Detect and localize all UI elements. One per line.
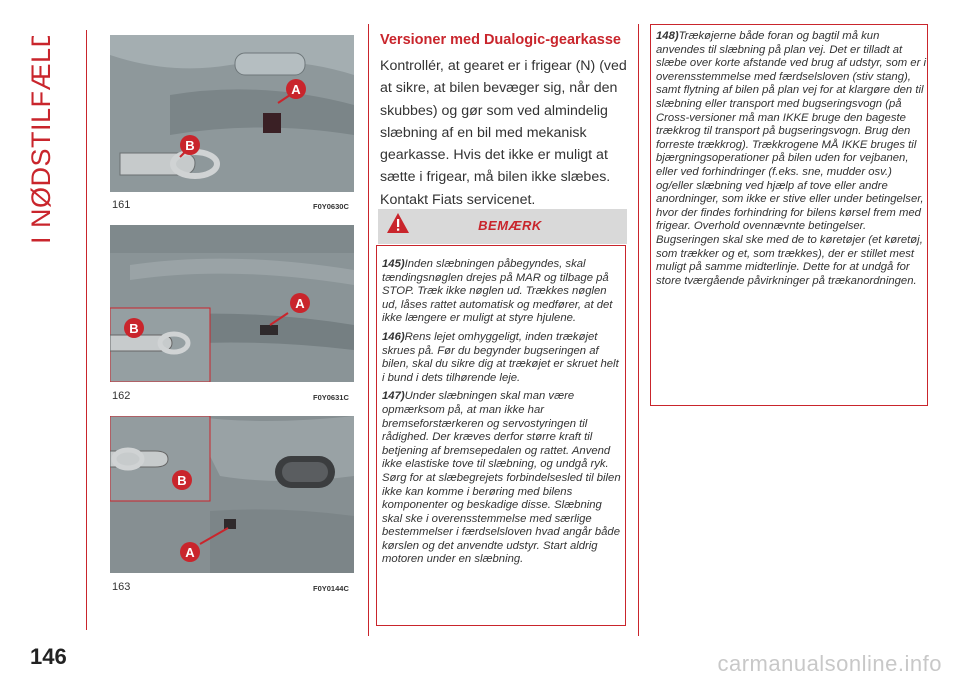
note-number: 147) [382, 390, 405, 403]
warning-triangle-icon [386, 212, 410, 239]
chapter-title-text: I NØDSTILFÆLDE [26, 36, 56, 244]
figure-number: 161 [112, 199, 131, 211]
watermark-text: carmanualsonline.info [717, 651, 942, 676]
sidebar-divider [86, 30, 87, 630]
right-note [656, 30, 926, 293]
figure-code: F0Y0630C [313, 202, 349, 211]
figure-162-image [110, 225, 354, 382]
note-text: Trækøjerne både foran og bagtil må kun anvendes til slæbning på plan vej. Det er tilladt at slæbe over korte afstande ved brug af udstyr, som er i overensstemmelse med færdselsloven (stiv stang), samt flytning af bilen på plan vej for at klargøre den til slæbning eller transport med bugseringsvogn (på Cross-versioner må man IKKE bruge den bageste trækkrog til transport på bugseringsvogn. Brug den forreste trækkrog). Trækkrogene MÅ IKKE bruges til bjærgningsoperationer på bilen uden for vejbanen, eller ved forhindringer (f.eks. sne, mudder osv.) og/eller slæbning ved hjælp af tove eller andre anordninger, som ikke er stive eller under betingelser, hvor der findes forhindring for bilens kørsel frem med frigear. Overhold ovennævnte betingelser. Bugseringen skal ske med de to køretøjer (et køretøj, som trækker og et, som trækkes), der er stillet mest muligt på samme midterlinje. Dette for at undgå for store tværgående påvirkninger på trækanordningen. [656, 30, 927, 287]
svg-text:B: B [185, 138, 195, 153]
warning-note [656, 30, 926, 288]
column-divider [368, 24, 369, 636]
section-body: Kontrollér, at gearet er i frigear (N) (ved at sikre, at bilen bevæger sig, når den skubbes) og gør som ved almindelig slæbning af en bil med mekanisk gearkasse. Hvis det ikke er muligt at sætte i frigear, må bilen ikke slæbes. Kontakt Fiats servicenet. [380, 58, 627, 208]
note-text: Inden slæbningen påbegyndes, skal tændingsnøglen drejes på MAR og tilbage på STOP. Træk ikke nøglen ud. Trækkes nøglen ud, låses rattet automatisk og medfører, at det ikke længere er muligt at styre hjulene. [382, 258, 613, 325]
figure-code: F0Y0631C [313, 393, 349, 402]
note-text: Under slæbningen skal man være opmærksom på, at man ikke har bremseforstærkeren og servostyringen til rådighed. Der kræves derfor større kraft til betjening af bremsepedalen og rattet. Anvend ikke elastiske tove til slæbning, og undgå ryk. Sørg for at slæbegrejets forbindelsesled til bilen ikke kan komme i berøring med bilens komponenter og beskadige disse. Slæbning skal ske i overensstemmelse med særlige bestemmelser i færdselsloven hvad angår både kørslen og det anvendte udstyr. Start aldrig motoren under en slæbning. [382, 390, 621, 566]
figure-number: 162 [112, 390, 131, 402]
svg-text:A: A [291, 82, 301, 97]
section-title: Versioner med Dualogic-gearkasse [380, 32, 621, 48]
note-number: 146) [382, 330, 405, 343]
svg-text:A: A [185, 545, 195, 560]
figure-161-image [110, 35, 354, 192]
note-text: Rens lejet omhyggeligt, inden trækøjet skrues på. Før du begynder bugseringen af bilen, skal du sikre dig at trækøjet er skruet helt i bund i dets tilhørende leje. [382, 330, 619, 384]
figure-163-image [110, 416, 354, 573]
svg-text:A: A [295, 296, 305, 311]
chapter-title [22, 36, 58, 246]
warning-note [382, 331, 624, 385]
figure-number: 163 [112, 581, 131, 593]
figure-code: F0Y0144C [313, 584, 349, 593]
note-number: 145) [382, 258, 405, 270]
page-number: 146 [30, 644, 67, 669]
warning-title: BEMÆRK [478, 218, 542, 233]
svg-text:B: B [129, 321, 139, 336]
warning-note [382, 258, 624, 326]
warning-notes [382, 258, 624, 572]
warning-note [382, 390, 624, 567]
note-number: 148) [656, 30, 679, 42]
svg-text:B: B [177, 473, 187, 488]
